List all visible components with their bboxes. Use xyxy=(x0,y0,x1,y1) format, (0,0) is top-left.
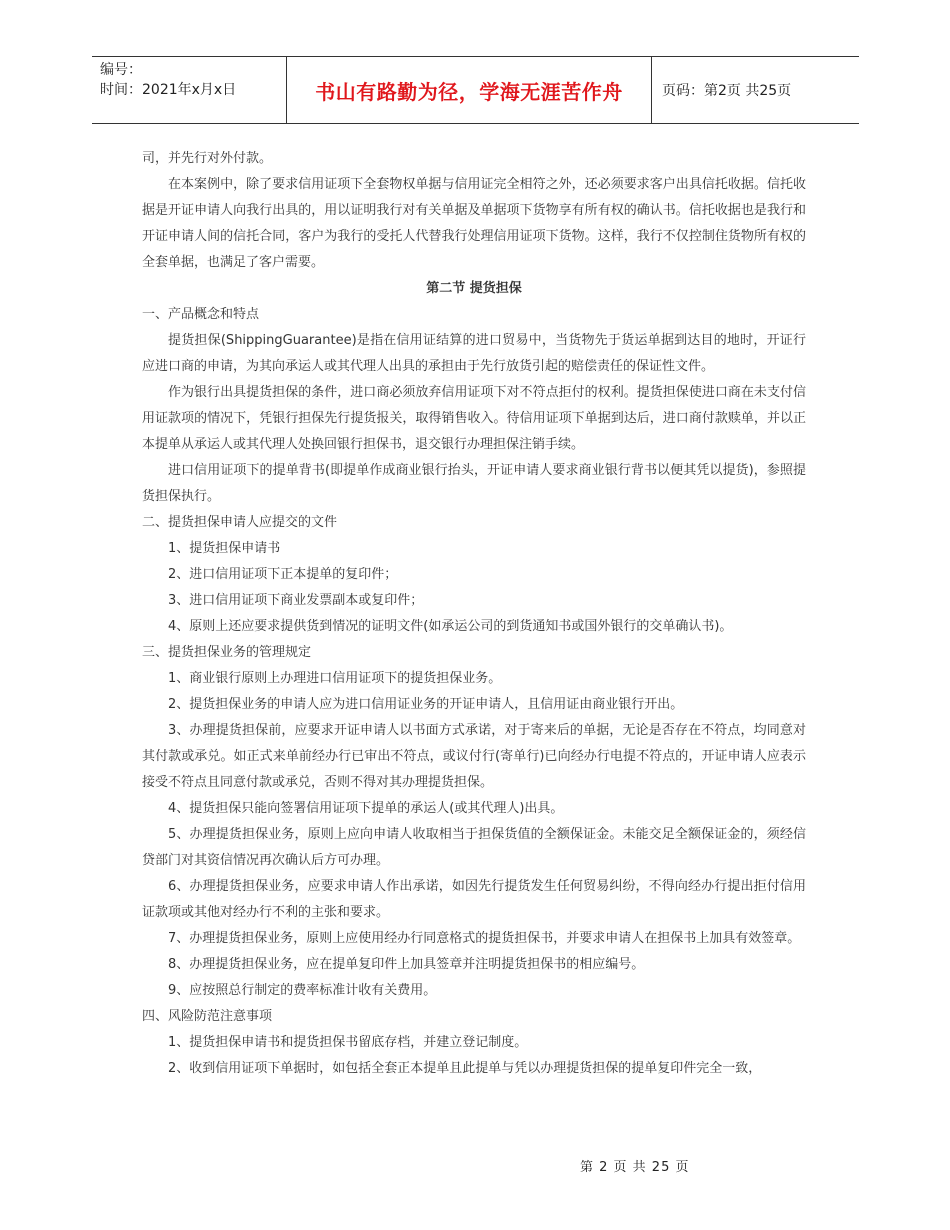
list-item: 4、原则上还应要求提供货到情况的证明文件(如承运公司的到货通知书或国外银行的交单确认书)。 xyxy=(168,619,733,634)
doc-time-label: 时间：2021年x月x日 xyxy=(100,82,237,98)
list-item: 2、提货担保业务的申请人应为进口信用证业务的开证申请人，且信用证由商业银行开出。 xyxy=(168,697,684,712)
list-item: 9、应按照总行制定的费率标准计收有关费用。 xyxy=(168,983,437,998)
list-item: 6、办理提货担保业务，应要求申请人作出承诺，如因先行提货发生任何贸易纠纷，不得向经办行提出拒付信用证款项或其他对经办行不利的主张和要求。 xyxy=(142,879,806,920)
section-title: 第二节 提货担保 xyxy=(426,281,522,296)
list-item: 1、提货担保申请书和提货担保书留底存档，并建立登记制度。 xyxy=(168,1035,528,1050)
paragraph: 在本案例中，除了要求信用证项下全套物权单据与信用证完全相符之外，还必须要求客户出具信托收据。信托收据是开证申请人向我行出具的，用以证明我行对有关单据及单据项下货物享有所有权的确认书。信托收据也是我行和开证申请人间的信托合同，客户为我行的受托人代替我行处理信用证项下货物。这样，我行不仅控制住货物所有权的全套单据，也满足了客户需要。 xyxy=(142,177,806,270)
subsection-heading: 四、风险防范注意事项 xyxy=(142,1009,273,1024)
list-item: 2、进口信用证项下正本提单的复印件； xyxy=(168,567,398,582)
subsection-heading: 一、产品概念和特点 xyxy=(142,307,260,322)
doc-number-label: 编号： xyxy=(100,62,142,78)
paragraph: 司，并先行对外付款。 xyxy=(142,151,273,166)
list-item: 7、办理提货担保业务，原则上应使用经办行同意格式的提货担保书，并要求申请人在担保书上加具有效签章。 xyxy=(168,931,801,946)
page-footer: 第 2 页 共 25 页 xyxy=(580,1160,690,1175)
list-item: 3、办理提货担保前，应要求开证申请人以书面方式承诺，对于寄来后的单据，无论是否存在不符点，均同意对其付款或承兑。如正式来单前经办行已审出不符点，或议付行(寄单行)已向经办行电提不符点的，开证申请人应表示接受不符点且同意付款或承兑，否则不得对其办理提货担保。 xyxy=(142,723,806,790)
paragraph: 提货担保(ShippingGuarantee)是指在信用证结算的进口贸易中，当货物先于货运单据到达目的地时，开证行应进口商的申请，为其向承运人或其代理人出具的承担由于先行放货引起的赔偿责任的保证性文件。 xyxy=(142,333,806,374)
paragraph: 进口信用证项下的提单背书(即提单作成商业银行抬头，开证申请人要求商业银行背书以便其凭以提货)，参照提货担保执行。 xyxy=(142,463,806,504)
header-meta xyxy=(92,57,286,123)
header-motto: 书山有路勤为径，学海无涯苦作舟 xyxy=(286,57,652,123)
list-item: 8、办理提货担保业务，应在提单复印件上加具签章并注明提货担保书的相应编号。 xyxy=(168,957,645,972)
list-item: 4、提货担保只能向签署信用证项下提单的承运人(或其代理人)出具。 xyxy=(168,801,564,816)
subsection-heading: 二、提货担保申请人应提交的文件 xyxy=(142,515,338,530)
header-page-info: 页码：第2页 共25页 xyxy=(662,83,792,99)
paragraph: 作为银行出具提货担保的条件，进口商必须放弃信用证项下对不符点拒付的权利。提货担保使进口商在未支付信用证款项的情况下，凭银行担保先行提货报关，取得销售收入。待信用证项下单据到达后，进口商付款赎单，并以正本提单从承运人或其代理人处换回银行担保书，退交银行办理担保注销手续。 xyxy=(142,385,806,452)
subsection-heading: 三、提货担保业务的管理规定 xyxy=(142,645,312,660)
document-body xyxy=(142,146,806,1082)
page-header xyxy=(92,56,859,124)
list-item: 1、商业银行原则上办理进口信用证项下的提货担保业务。 xyxy=(168,671,502,686)
list-item: 3、进口信用证项下商业发票副本或复印件； xyxy=(168,593,424,608)
list-item: 2、收到信用证项下单据时，如包括全套正本提单且此提单与凭以办理提货担保的提单复印件完全一致， xyxy=(168,1061,762,1076)
list-item: 5、办理提货担保业务，原则上应向申请人收取相当于担保货值的全额保证金。未能交足全额保证金的，须经信贷部门对其资信情况再次确认后方可办理。 xyxy=(142,827,806,868)
list-item: 1、提货担保申请书 xyxy=(168,541,281,556)
